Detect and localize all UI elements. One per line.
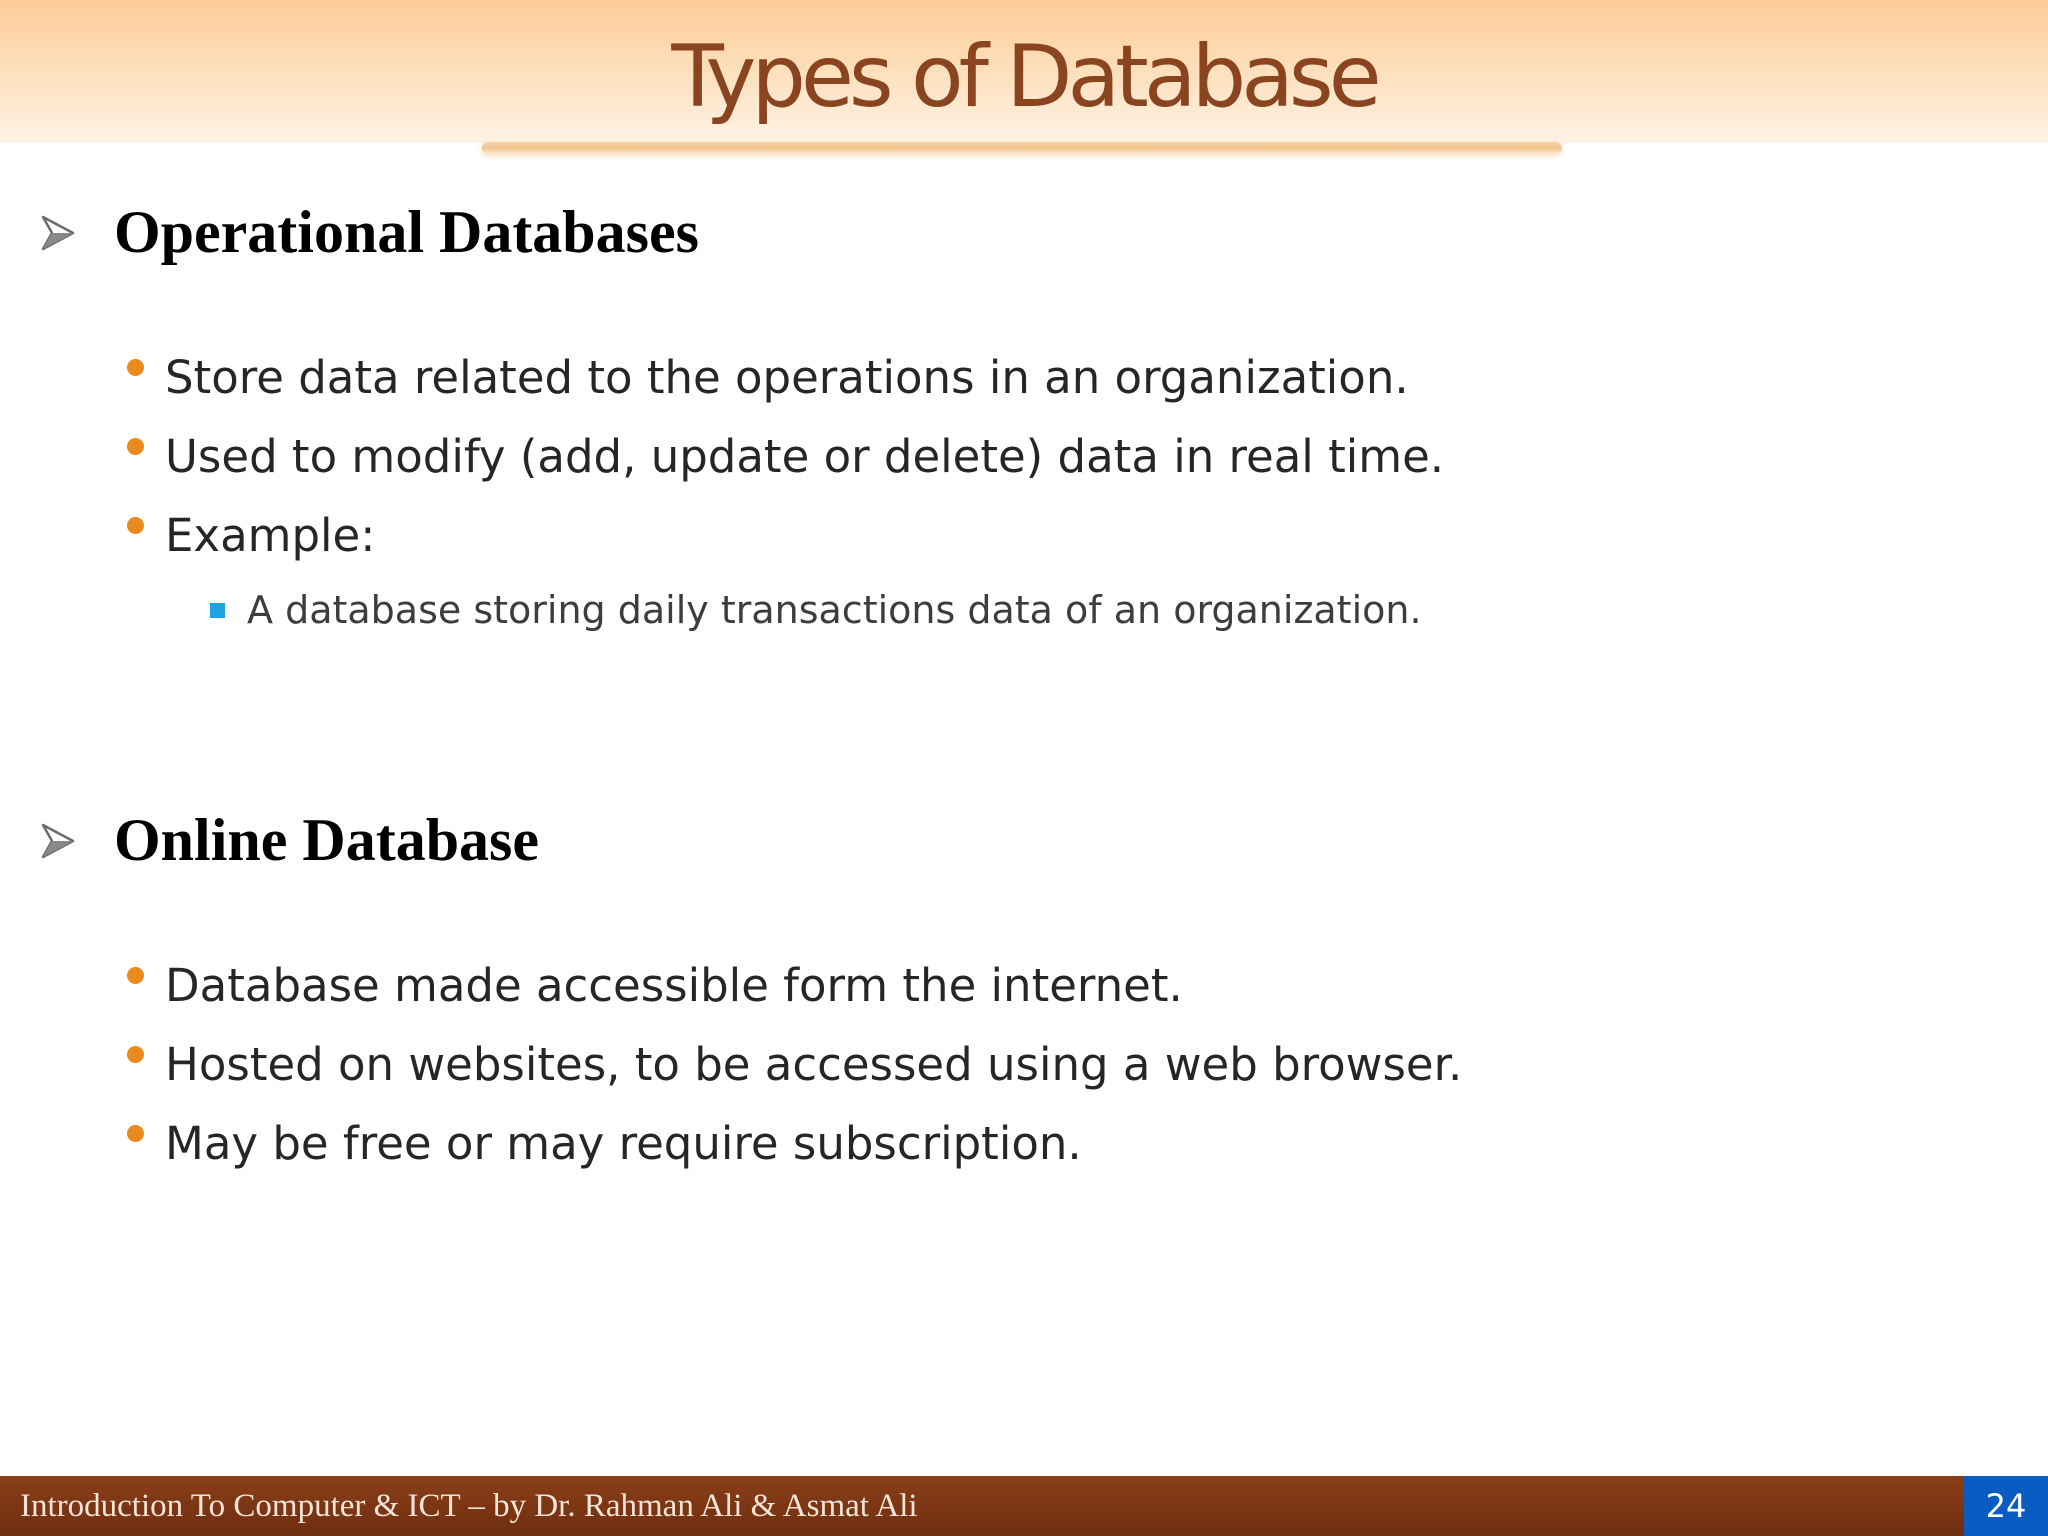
bullet-dot-icon — [127, 359, 144, 376]
page-number: 24 — [1964, 1476, 2048, 1536]
sub-bullet-text: A database storing daily transactions data of an organization. — [247, 588, 1422, 632]
arrow-bullet-icon — [40, 821, 76, 861]
bullet-dot-icon — [127, 517, 144, 534]
section-online-database — [40, 806, 539, 875]
bullet-text: Database made accessible form the internet. — [165, 959, 1183, 1012]
bullet-list — [125, 946, 1462, 1183]
bullet-dot-icon — [127, 967, 144, 984]
bullet-text: Example: — [165, 509, 376, 562]
section-operational-databases — [40, 198, 699, 267]
square-bullet-icon — [210, 603, 225, 618]
slide-title: Types of Database — [671, 27, 1377, 127]
title-underline — [482, 142, 1562, 154]
list-item — [125, 1104, 1462, 1183]
list-item — [125, 338, 1444, 417]
bullet-text: Store data related to the operations in an organization. — [165, 351, 1409, 404]
list-item — [125, 1025, 1462, 1104]
arrow-bullet-icon — [40, 213, 76, 253]
bullet-text: May be free or may require subscription. — [165, 1117, 1082, 1170]
list-item — [125, 946, 1462, 1025]
section-heading: Online Database — [114, 807, 540, 873]
sub-list-item — [210, 582, 1422, 638]
section-heading: Operational Databases — [114, 199, 699, 265]
list-item — [125, 417, 1444, 496]
bullet-dot-icon — [127, 1046, 144, 1063]
bullet-dot-icon — [127, 1125, 144, 1142]
bullet-dot-icon — [127, 438, 144, 455]
bullet-text: Used to modify (add, update or delete) data in real time. — [165, 430, 1445, 483]
bullet-list — [125, 338, 1444, 575]
bullet-text: Hosted on websites, to be accessed using a web browser. — [165, 1038, 1463, 1091]
list-item — [125, 496, 1444, 575]
footer-bar — [0, 1476, 2048, 1536]
footer-text: Introduction To Computer & ICT – by Dr. Rahman Ali & Asmat Ali — [20, 1488, 918, 1524]
